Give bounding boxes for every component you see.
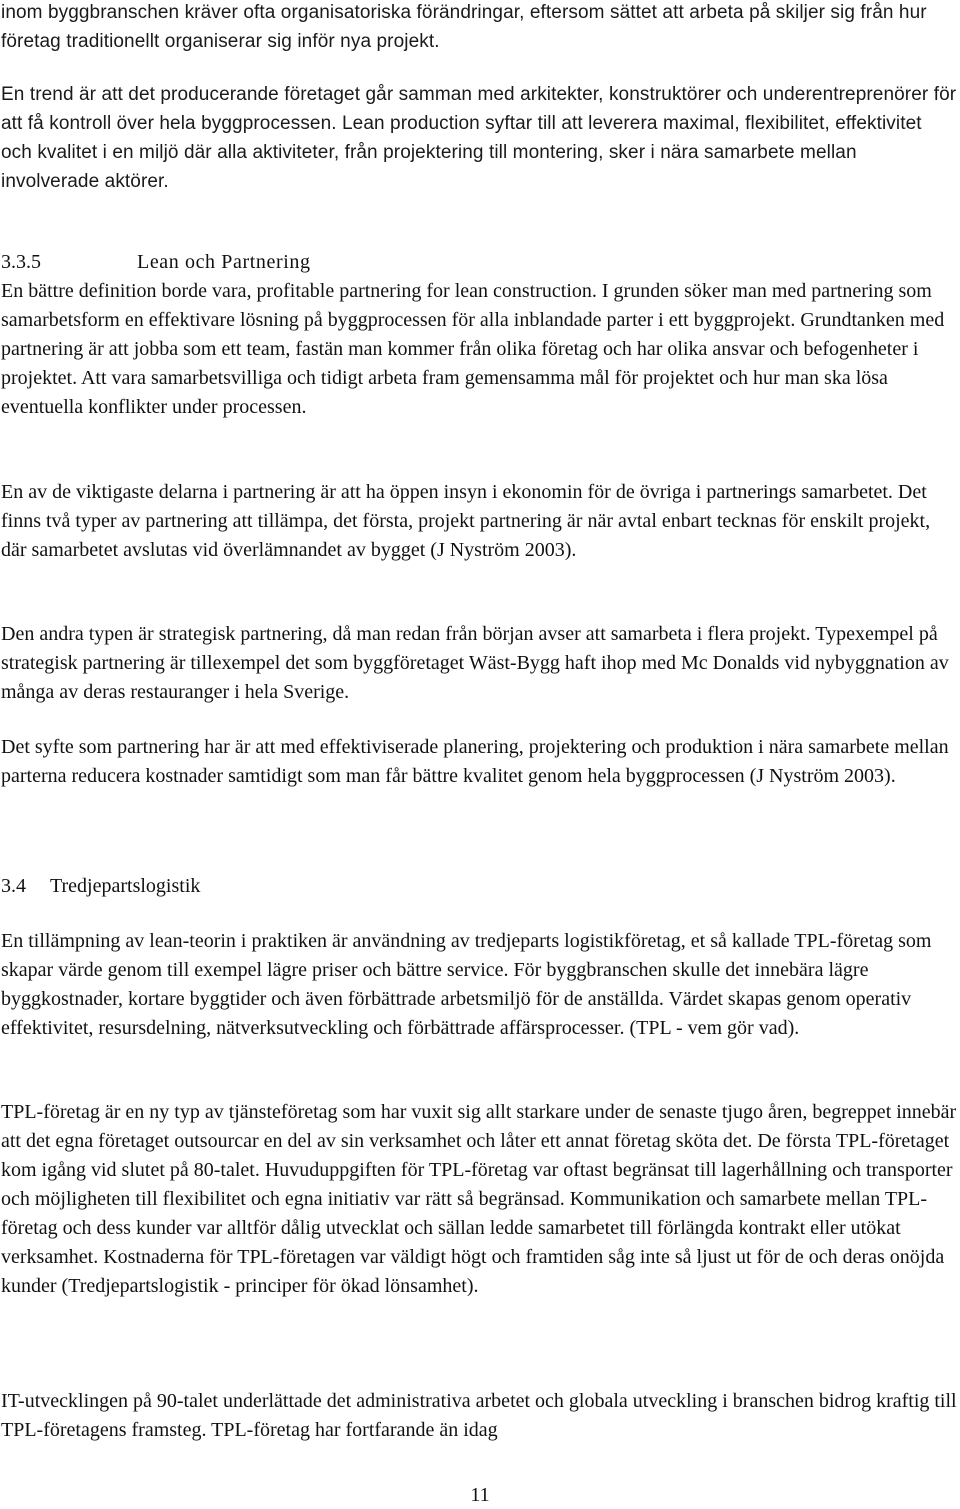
section-heading-3-4	[1, 872, 200, 901]
paragraph-partnering-1: En bättre definition borde vara, profitable partnering for lean construction. I grunden söker man med partnering som samarbetsform en effektivare lösning på byggprocessen för alla inblandade parter i ett byggprojekt. Grundtanken med partnering är att jobba som ett team, fastän man kommer från olika företag och har olika ansvar och befogenheter i projektet. Att vara samarbetsvilliga och tidigt arbeta fram gemensamma mål för projektet och hur man ska lösa eventuella konflikter under processen.	[1, 280, 945, 418]
paragraph-intro-2: En trend är att det producerande företaget går samman med arkitekter, konstruktörer och underentreprenörer för att få kontroll över hela byggprocessen. Lean production syftar till att leverera maximal, flexibilitet, effektivitet och kvalitet i en miljö där alla aktiviteter, från projektering till montering, sker i nära samarbete mellan involverade aktörer.	[1, 84, 957, 192]
section-number: 3.4	[1, 875, 26, 897]
paragraph-partnering-3: Den andra typen är strategisk partnering, då man redan från början avser att samarbeta i flera projekt. Typexempel på strategisk partnering är tillexempel det som byggföretaget Wäst-Bygg haft ihop med Mc Donalds vid nybyggnation av många av deras restauranger i hela Sverige.	[1, 623, 949, 703]
paragraph-tpl-2: TPL-företag är en ny typ av tjänsteföretag som har vuxit sig allt starkare under de senaste tjugo åren, begreppet innebär att det egna företaget outsourcar en del av sin verksamhet och låter ett annat företag sköta det. De första TPL-företaget kom igång vid slutet på 80-talet. Huvuduppgiften för TPL-företag var oftast begränsat till lagerhållning och transporter och möjligheten till flexibilitet och egna initiativ var rätt så begränsad. Kommunikation och samarbete mellan TPL-företag och dess kunder var alltför dålig utvecklat och sällan ledde samarbetet till förlängda kontrakt eller utökat verksamhet. Kostnaderna för TPL-företagen var väldigt högt och framtiden såg inte så ljust ut för de och deras onöjda kunder (Tredjepartslogistik - principer för ökad lönsamhet).	[1, 1101, 957, 1297]
paragraph-intro-1: inom byggbranschen kräver ofta organisatoriska förändringar, eftersom sättet att arbeta på skiljer sig från hur företag traditionellt organiserar sig inför nya projekt.	[1, 2, 927, 52]
paragraph-partnering-2: En av de viktigaste delarna i partnering är att ha öppen insyn i ekonomin för de övriga i partnerings samarbetet. Det finns två typer av partnering att tillämpa, det första, projekt partnering är när avtal enbart tecknas för enskilt projekt, där samarbetet avslutas vid överlämnandet av bygget (J Nyström 2003).	[1, 481, 931, 561]
section-number: 3.3.5	[1, 251, 41, 273]
paragraph-partnering-4: Det syfte som partnering har är att med effektiviserade planering, projektering och produktion i nära samarbete mellan parterna reducera kostnader samtidigt som man får bättre kvalitet genom hela byggprocessen (J Nyström 2003).	[1, 736, 949, 787]
page-number: 11	[470, 1484, 490, 1506]
section-heading-3-3-5	[1, 248, 311, 277]
paragraph-tpl-3: IT-utvecklingen på 90-talet underlättade det administrativa arbetet och globala utveckling i branschen bidrog kraftig till TPL-företagens framsteg. TPL-företag har fortfarande än idag	[1, 1390, 957, 1441]
section-title: Tredjepartslogistik	[50, 875, 201, 897]
section-title: Lean och Partnering	[137, 251, 311, 273]
paragraph-tpl-1: En tillämpning av lean-teorin i praktiken är användning av tredjeparts logistikföretag, et så kallade TPL-företag som skapar värde genom till exempel lägre priser och bättre service. För byggbranschen skulle det innebära lägre byggkostnader, kortare byggtider och även förbättrade arbetsmiljö för de anställda. Värdet skapas genom operativ effektivitet, resursdelning, nätverksutveckling och förbättrade affärsprocesser. (TPL - vem gör vad).	[1, 930, 932, 1039]
